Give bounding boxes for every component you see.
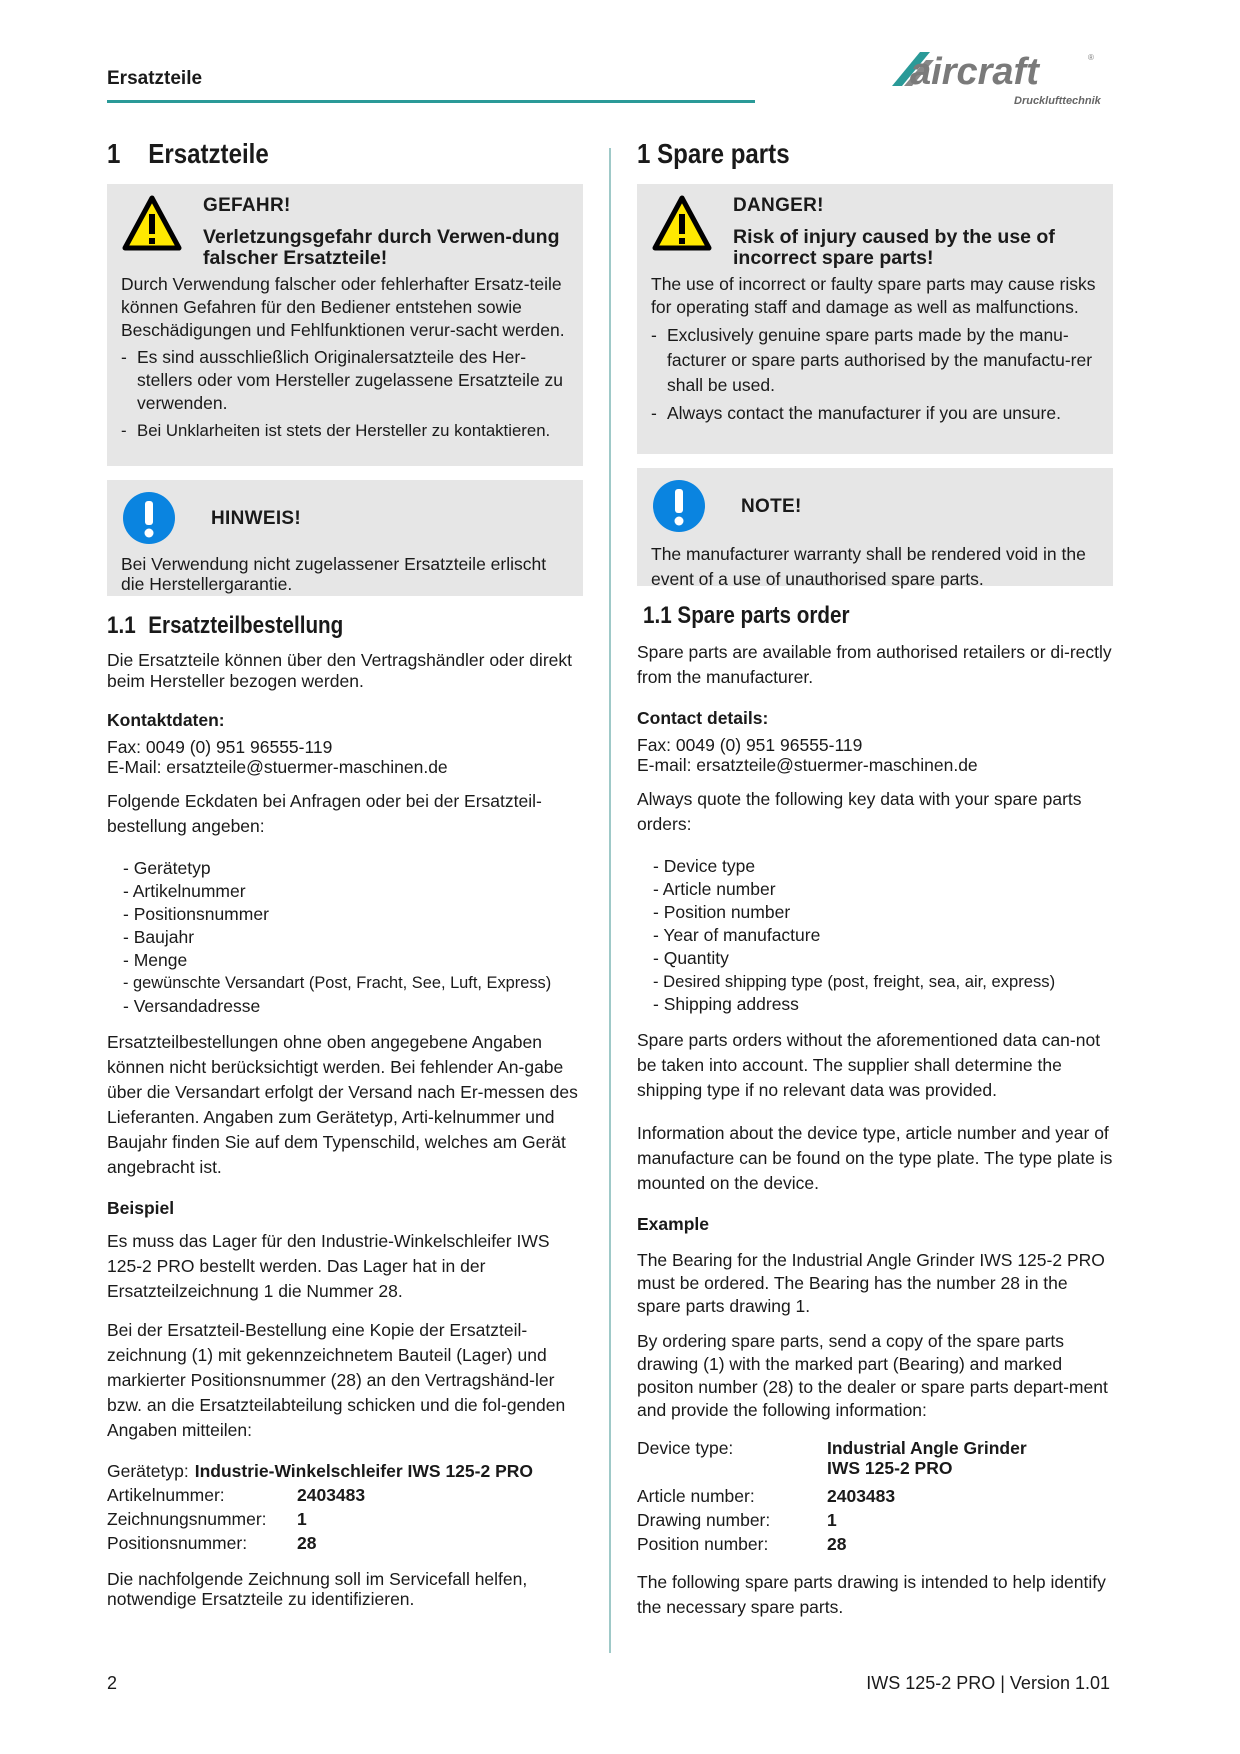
keydata-list <box>107 857 583 1018</box>
section-heading: 1 Ersatzteile <box>107 138 269 169</box>
drawing-row: Zeichnungsnummer: 1 <box>107 1509 307 1529</box>
device-row: Device type: Industrial Angle Grinder IWS 125-2 PRO <box>637 1438 1027 1478</box>
version-label: IWS 125-2 PRO | Version 1.01 <box>866 1673 1110 1693</box>
list-item: - Positionsnummer <box>123 903 583 926</box>
list-item: - Year of manufacture <box>653 924 1113 947</box>
aircraft-logo <box>882 46 1110 110</box>
article-row: Artikelnummer: 2403483 <box>107 1485 366 1505</box>
list-item: - Desired shipping type (post, freight, sea, air, express) <box>653 970 1113 993</box>
subsection-heading: 1.1 Spare parts order <box>643 602 850 629</box>
info-exclamation-icon <box>651 478 707 534</box>
english-column <box>637 138 1113 1632</box>
list-item: - Artikelnummer <box>123 880 583 903</box>
note-box <box>107 480 583 596</box>
note-title: NOTE! <box>741 495 802 517</box>
list-item: - Quantity <box>653 947 1113 970</box>
note-box <box>637 468 1113 589</box>
danger-text: Durch Verwendung falscher oder fehlerhafter Ersatz-teile können Gefahren für den Bediener entstehen sowie Beschädigungen und Fehlfunktionen verur-sacht werden. <box>121 274 565 340</box>
danger-item: - Bei Unklarheiten ist stets der Hersteller zu kontaktieren. <box>121 419 569 442</box>
danger-item: - Exclusively genuine spare parts made by the manu-facturer or spare parts authorised by the manufactu-rer shall be used. <box>651 323 1099 398</box>
contact-label: Kontaktdaten: <box>107 710 225 730</box>
info-text: Information about the device type, article number and year of manufacture can be found on the type plate. The type plate is mounted on the device. <box>637 1123 1113 1193</box>
page-number: 2 <box>107 1673 118 1693</box>
example-text: The Bearing for the Industrial Angle Grinder IWS 125-2 PRO must be ordered. The Bearing has the number 28 in the spare parts drawing 1. <box>637 1250 1105 1316</box>
german-column <box>107 138 583 1621</box>
after-list-text: Spare parts orders without the aforementioned data can-not be taken into account. The supplier shall determine the shipping type if no relevant data was provided. <box>637 1030 1101 1100</box>
order-details <box>107 1459 583 1555</box>
intro-text: Spare parts are available from authorised retailers or di-rectly from the manufacturer. <box>637 642 1112 687</box>
after-list-text: Ersatzteilbestellungen ohne oben angegebene Angaben können nicht berücksichtigt werden. Bei fehlender An-gabe über die Versandart erfolgt der Versand nach Er-messen des Lieferanten. Angaben zum Gerätetyp, Arti-kelnummer und Baujahr finden Sie auf dem Typenschild, welches am Gerät angebracht ist. <box>107 1032 578 1177</box>
order-details <box>637 1438 1113 1556</box>
danger-title: GEFAHR! <box>203 195 291 216</box>
list-item: - Shipping address <box>653 993 1113 1016</box>
article-row: Article number: 2403483 <box>637 1486 896 1506</box>
order-text: Bei der Ersatzteil-Bestellung eine Kopie der Ersatzteil-zeichnung (1) mit gekennzeichnetem Bauteil (Lager) und markierter Positionsnummer (28) an den Vertragshänd-ler bzw. an die Ersatzteilabteilung schicken und die fol-genden Angaben mitteilen: <box>107 1320 566 1440</box>
note-text: The manufacturer warranty shall be rendered void in the event of a use of unauthorised spare parts. <box>651 544 1086 589</box>
header-title: Ersatzteile <box>107 68 203 89</box>
danger-item: - Es sind ausschließlich Originalersatzteile des Her-stellers oder vom Hersteller zugelassene Ersatzteile zu verwenden. <box>121 346 569 415</box>
example-label: Beispiel <box>107 1198 175 1218</box>
list-item: - Article number <box>653 878 1113 901</box>
danger-subtitle: Risk of injury caused by the use of incorrect spare parts! <box>733 226 1055 269</box>
order-text: By ordering spare parts, send a copy of the spare parts drawing (1) with the marked part (Bearing) and marked positon number (28) to the dealer or spare parts depart-ment and provide the following information: <box>637 1331 1108 1420</box>
list-item: - Baujahr <box>123 926 583 949</box>
list-item: - Position number <box>653 901 1113 924</box>
example-text: Es muss das Lager für den Industrie-Winkelschleifer IWS 125-2 PRO bestellt werden. Das Lager hat in der Ersatzteilzeichnung 1 die Nummer 28. <box>107 1231 550 1301</box>
list-item: - Menge <box>123 949 583 972</box>
logo-text: aircraft <box>910 51 1039 93</box>
note-title: HINWEIS! <box>211 507 302 529</box>
list-item: - gewünschte Versandart (Post, Fracht, See, Luft, Express) <box>123 972 583 995</box>
danger-item: - Always contact the manufacturer if you are unsure. <box>651 402 1099 425</box>
danger-box <box>107 184 583 466</box>
header-rule <box>107 100 755 103</box>
svg-text:®: ® <box>1088 53 1094 62</box>
drawing-row: Drawing number: 1 <box>637 1510 837 1530</box>
danger-title: DANGER! <box>733 195 824 216</box>
danger-text: The use of incorrect or faulty spare parts may cause risks for operating staff and damage as well as malfunctions. <box>651 274 1096 317</box>
keydata-list <box>637 855 1113 1016</box>
note-text: Bei Verwendung nicht zugelassener Ersatzteile erlischt die Herstellergarantie. <box>121 554 547 594</box>
warning-triangle-icon <box>121 194 183 252</box>
list-item: - Device type <box>653 855 1113 878</box>
section-heading: 1 Spare parts <box>637 138 790 169</box>
danger-box <box>637 184 1113 454</box>
position-row: Position number: 28 <box>637 1534 847 1554</box>
keydata-text: Folgende Eckdaten bei Anfragen oder bei der Ersatzteil-bestellung angeben: <box>107 791 542 836</box>
info-exclamation-icon <box>121 490 177 546</box>
email-text: E-Mail: ersatzteile@stuermer-maschinen.de <box>107 757 448 777</box>
device-row: Gerätetyp: Industrie-Winkelschleifer IWS 125-2 PRO <box>107 1461 533 1481</box>
warning-triangle-icon <box>651 194 713 252</box>
example-label: Example <box>637 1214 709 1234</box>
keydata-text: Always quote the following key data with your spare parts orders: <box>637 789 1082 834</box>
email-text: E-mail: ersatzteile@stuermer-maschinen.de <box>637 755 978 775</box>
closing-text: Die nachfolgende Zeichnung soll im Servicefall helfen, notwendige Ersatzteile zu identifizieren. <box>107 1569 528 1609</box>
danger-subtitle: Verletzungsgefahr durch Verwen-dung falscher Ersatzteile! <box>203 226 560 269</box>
subsection-heading: 1.1 Ersatzteilbestellung <box>107 612 344 639</box>
logo-subtitle: Drucklufttechnik <box>1014 95 1101 107</box>
fax-text: Fax: 0049 (0) 951 96555-119 <box>637 735 863 755</box>
position-row: Positionsnummer: 28 <box>107 1533 317 1553</box>
closing-text: The following spare parts drawing is intended to help identify the necessary spare parts. <box>637 1572 1106 1617</box>
list-item: - Versandadresse <box>123 995 583 1018</box>
contact-label: Contact details: <box>637 708 769 728</box>
list-item: - Gerätetyp <box>123 857 583 880</box>
intro-text: Die Ersatzteile können über den Vertragshändler oder direkt beim Hersteller bezogen werden. <box>107 650 572 691</box>
column-divider <box>609 148 611 1653</box>
fax-text: Fax: 0049 (0) 951 96555-119 <box>107 737 333 757</box>
